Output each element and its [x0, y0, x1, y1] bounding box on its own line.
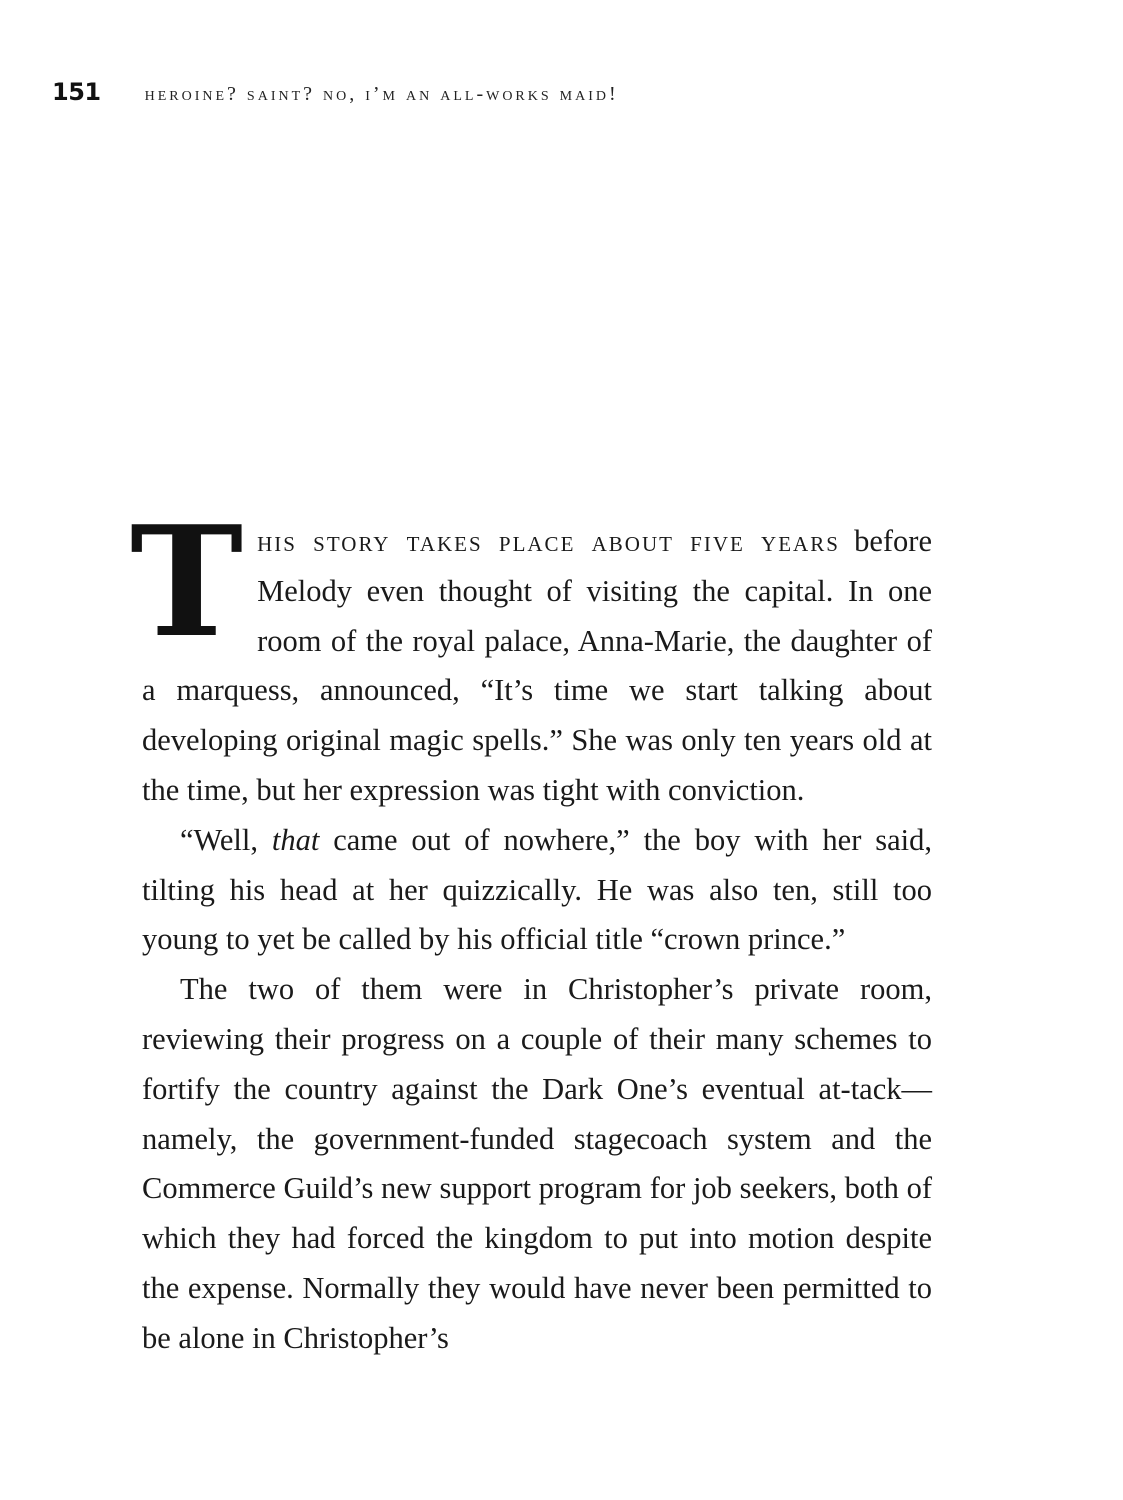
drop-cap: T — [130, 492, 244, 671]
paragraph-3 — [142, 965, 932, 1363]
running-head — [52, 78, 1063, 108]
paragraph-2-text-start: “Well, — [180, 822, 272, 857]
paragraph-2-text-end: came out of nowhere,” the boy with her said, tilting his head at her quizzically. He was also ten, still too young to yet be called by his official title “crown prince.” — [142, 822, 932, 957]
lead-in-small-caps: his story takes place about five years — [257, 524, 840, 558]
paragraph-2-italic: that — [271, 822, 320, 857]
page-number: 151 — [52, 78, 101, 106]
running-title: heroine? saint? no, i’m an all-works maid! — [144, 83, 619, 105]
paragraph-1-text: before Melody even thought of visiting the capital. In one room of the royal palace, Anna-Marie, the daughter of a marquess, announced, “It’s time we start talking about developing original magic spells.” She was only ten years old at the time, but her expression was tight with conviction. — [142, 524, 932, 807]
body-text — [130, 492, 932, 1364]
paragraph-2 — [142, 816, 932, 965]
paragraph-3-text: The two of them were in Christopher’s private room, reviewing their progress on a couple of their many schemes to fortify the country against the Dark One’s eventual at-tack—namely, the government-funded stagecoach system and the Commerce Guild’s new support program for job seekers, both of which they had forced the kingdom to put into motion despite the expense. Normally they would have never been permitted to be alone in Christopher’s — [142, 972, 932, 1355]
paragraph-1 — [130, 492, 932, 816]
